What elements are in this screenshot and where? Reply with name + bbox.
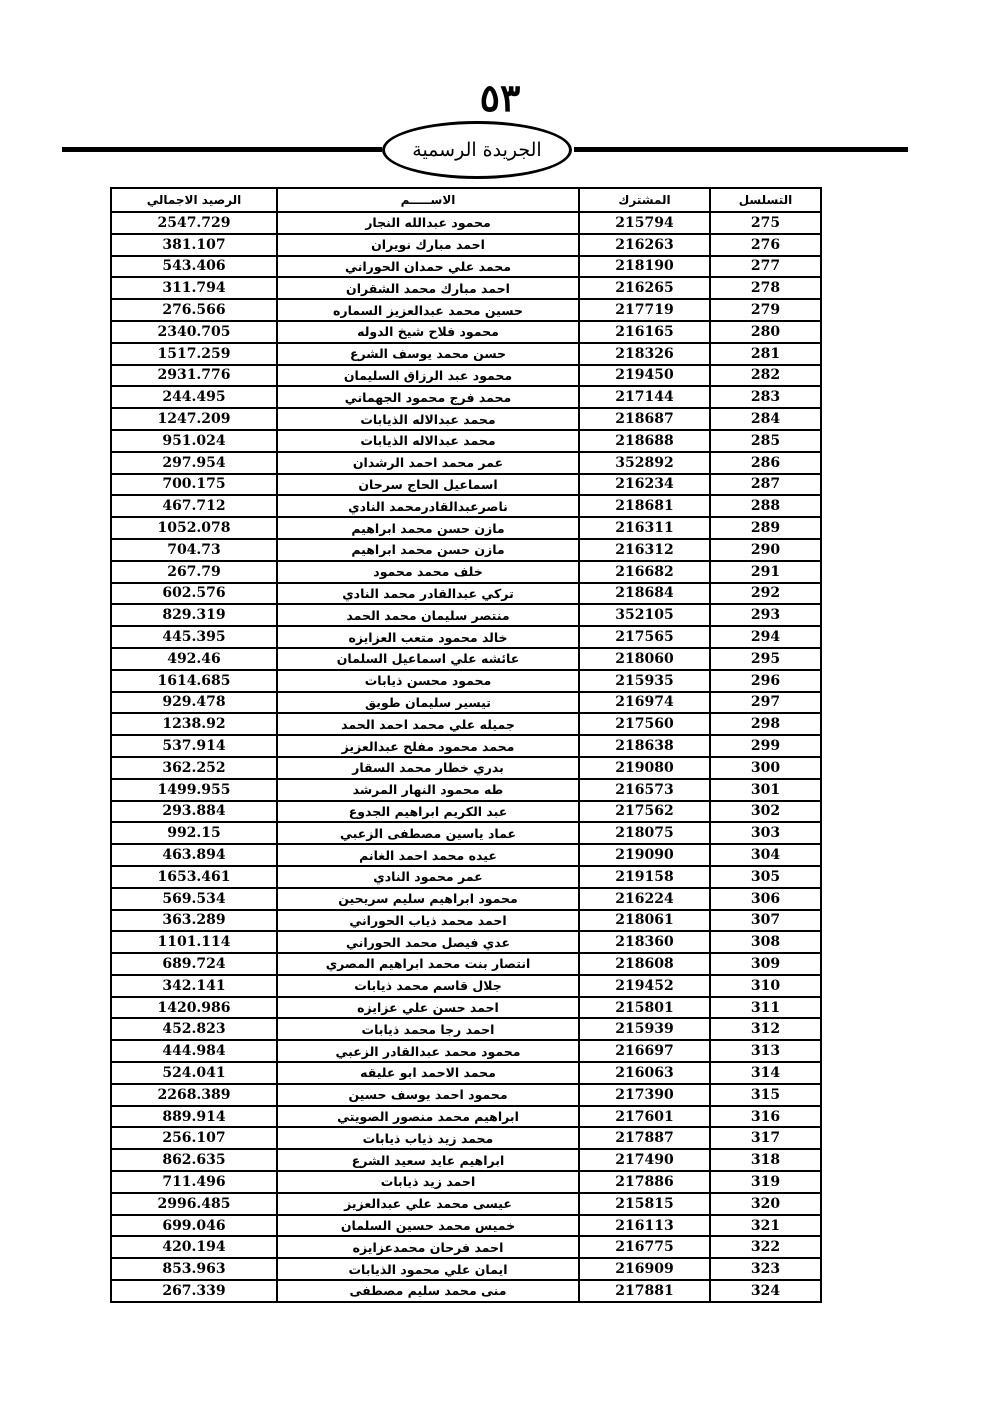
balance-cell: 463.894	[111, 844, 277, 866]
name-cell: خلف محمد محمود	[277, 561, 579, 583]
serial-cell: 320	[710, 1193, 821, 1215]
serial-cell: 283	[710, 386, 821, 408]
table-row	[111, 234, 821, 256]
name-cell: مازن حسن محمد ابراهيم	[277, 539, 579, 561]
serial-cell: 296	[710, 670, 821, 692]
serial-cell: 299	[710, 735, 821, 757]
balance-cell: 543.406	[111, 256, 277, 278]
subscriber-cell: 218608	[579, 953, 710, 975]
balance-cell: 992.15	[111, 822, 277, 844]
balance-cell: 524.041	[111, 1062, 277, 1084]
table-row	[111, 1018, 821, 1040]
subscriber-cell: 217601	[579, 1106, 710, 1128]
subscriber-cell: 216312	[579, 539, 710, 561]
subscriber-cell: 218190	[579, 256, 710, 278]
subscriber-cell: 215794	[579, 212, 710, 234]
serial-cell: 279	[710, 299, 821, 321]
balance-cell: 1614.685	[111, 670, 277, 692]
balance-cell: 704.73	[111, 539, 277, 561]
table-row	[111, 1171, 821, 1193]
gazette-title-oval	[382, 121, 572, 179]
subscriber-cell: 218075	[579, 822, 710, 844]
balance-cell: 1247.209	[111, 408, 277, 430]
table-row	[111, 626, 821, 648]
serial-cell: 285	[710, 430, 821, 452]
serial-cell: 303	[710, 822, 821, 844]
serial-cell: 322	[710, 1236, 821, 1258]
balance-cell: 311.794	[111, 277, 277, 299]
balance-cell: 244.495	[111, 386, 277, 408]
table-row	[111, 713, 821, 735]
balance-cell: 1420.986	[111, 997, 277, 1019]
name-cell: مازن حسن محمد ابراهيم	[277, 517, 579, 539]
name-cell: عمر محمود النادي	[277, 866, 579, 888]
subscriber-cell: 217881	[579, 1280, 710, 1302]
name-cell: جميله علي محمد احمد الحمد	[277, 713, 579, 735]
serial-cell: 289	[710, 517, 821, 539]
name-cell: اسماعيل الحاج سرحان	[277, 474, 579, 496]
name-cell: عدي فيصل محمد الحوراني	[277, 931, 579, 953]
balance-cell: 711.496	[111, 1171, 277, 1193]
subscriber-cell: 217390	[579, 1084, 710, 1106]
name-cell: ناصرعبدالقادرمحمد النادي	[277, 495, 579, 517]
name-cell: احمد فرحان محمدعزايزه	[277, 1236, 579, 1258]
table-row	[111, 1149, 821, 1171]
subscriber-cell: 216573	[579, 779, 710, 801]
table-row	[111, 517, 821, 539]
serial-cell: 315	[710, 1084, 821, 1106]
serial-cell: 301	[710, 779, 821, 801]
serial-cell: 314	[710, 1062, 821, 1084]
gazette-title: الجريدة الرسمية	[412, 139, 542, 161]
table-row	[111, 910, 821, 932]
serial-cell: 275	[710, 212, 821, 234]
serial-cell: 297	[710, 692, 821, 714]
serial-cell: 313	[710, 1040, 821, 1062]
serial-cell: 312	[710, 1018, 821, 1040]
table-row	[111, 1106, 821, 1128]
name-cell: تيسير سليمان طويق	[277, 692, 579, 714]
balance-cell: 297.954	[111, 452, 277, 474]
serial-cell: 304	[710, 844, 821, 866]
serial-cell: 277	[710, 256, 821, 278]
subscriber-cell: 218684	[579, 583, 710, 605]
table-row	[111, 931, 821, 953]
column-header-balance: الرصيد الاجمالي	[111, 188, 277, 212]
table-row	[111, 844, 821, 866]
subscriber-cell: 216265	[579, 277, 710, 299]
table-row	[111, 604, 821, 626]
subscriber-cell: 216165	[579, 321, 710, 343]
serial-cell: 305	[710, 866, 821, 888]
table-row	[111, 299, 821, 321]
column-header-subscriber: المشترك	[579, 188, 710, 212]
balance-cell: 1052.078	[111, 517, 277, 539]
subscriber-cell: 218688	[579, 430, 710, 452]
subscriber-cell: 218638	[579, 735, 710, 757]
serial-cell: 310	[710, 975, 821, 997]
balance-cell: 602.576	[111, 583, 277, 605]
subscriber-cell: 216909	[579, 1258, 710, 1280]
balance-cell: 929.478	[111, 692, 277, 714]
balance-cell: 829.319	[111, 604, 277, 626]
name-cell: منى محمد سليم مصطفى	[277, 1280, 579, 1302]
name-cell: محمود فلاح شيخ الدوله	[277, 321, 579, 343]
name-cell: محمد محمود مفلح عبدالعزيز	[277, 735, 579, 757]
balance-cell: 276.566	[111, 299, 277, 321]
subscriber-cell: 217560	[579, 713, 710, 735]
name-cell: احمد رجا محمد ذيابات	[277, 1018, 579, 1040]
subscriber-cell: 218326	[579, 343, 710, 365]
name-cell: محمود عبد الرزاق السليمان	[277, 365, 579, 387]
table-row	[111, 735, 821, 757]
serial-cell: 286	[710, 452, 821, 474]
balance-cell: 537.914	[111, 735, 277, 757]
subscriber-cell: 216063	[579, 1062, 710, 1084]
subscriber-cell: 217887	[579, 1127, 710, 1149]
serial-cell: 317	[710, 1127, 821, 1149]
table-row	[111, 212, 821, 234]
serial-cell: 294	[710, 626, 821, 648]
subscriber-cell: 216697	[579, 1040, 710, 1062]
table-row	[111, 408, 821, 430]
balance-cell: 700.175	[111, 474, 277, 496]
table-row	[111, 561, 821, 583]
serial-cell: 309	[710, 953, 821, 975]
serial-cell: 278	[710, 277, 821, 299]
balance-cell: 444.984	[111, 1040, 277, 1062]
serial-cell: 293	[710, 604, 821, 626]
name-cell: محمود عبدالله النجار	[277, 212, 579, 234]
subscriber-cell: 217490	[579, 1149, 710, 1171]
name-cell: احمد حسن علي عزايزه	[277, 997, 579, 1019]
serial-cell: 292	[710, 583, 821, 605]
table-header-row	[111, 188, 821, 212]
balance-cell: 1517.259	[111, 343, 277, 365]
name-cell: محمد علي حمدان الحوراني	[277, 256, 579, 278]
table-row	[111, 583, 821, 605]
subscriber-cell: 219080	[579, 757, 710, 779]
balance-cell: 853.963	[111, 1258, 277, 1280]
table-row	[111, 888, 821, 910]
balance-cell: 363.289	[111, 910, 277, 932]
table-row	[111, 1280, 821, 1302]
balance-cell: 2931.776	[111, 365, 277, 387]
table-row	[111, 757, 821, 779]
name-cell: ابراهيم محمد منصور الصويتي	[277, 1106, 579, 1128]
subscriber-cell: 215935	[579, 670, 710, 692]
subscriber-cell: 216311	[579, 517, 710, 539]
name-cell: ابراهيم عايد سعيد الشرع	[277, 1149, 579, 1171]
table-row	[111, 997, 821, 1019]
subscriber-cell: 217144	[579, 386, 710, 408]
serial-cell: 316	[710, 1106, 821, 1128]
column-header-name: الاســـــم	[277, 188, 579, 212]
balance-cell: 1238.92	[111, 713, 277, 735]
name-cell: احمد مبارك محمد الشقران	[277, 277, 579, 299]
table-row	[111, 1193, 821, 1215]
subscriber-cell: 218060	[579, 648, 710, 670]
balance-cell: 420.194	[111, 1236, 277, 1258]
serial-cell: 287	[710, 474, 821, 496]
serial-cell: 319	[710, 1171, 821, 1193]
name-cell: محمد زيد ذياب ذيابات	[277, 1127, 579, 1149]
name-cell: حسين محمد عبدالعزيز السماره	[277, 299, 579, 321]
name-cell: انتصار بنت محمد ابراهيم المصري	[277, 953, 579, 975]
serial-cell: 282	[710, 365, 821, 387]
subscriber-cell: 219090	[579, 844, 710, 866]
name-cell: احمد محمد ذياب الحوراني	[277, 910, 579, 932]
table-row	[111, 321, 821, 343]
name-cell: تركي عبدالقادر محمد النادي	[277, 583, 579, 605]
serial-cell: 302	[710, 801, 821, 823]
balance-cell: 889.914	[111, 1106, 277, 1128]
name-cell: جلال قاسم محمد ذيابات	[277, 975, 579, 997]
table-row	[111, 692, 821, 714]
serial-cell: 300	[710, 757, 821, 779]
balance-cell: 256.107	[111, 1127, 277, 1149]
serial-cell: 291	[710, 561, 821, 583]
table-row	[111, 975, 821, 997]
subscriber-cell: 216682	[579, 561, 710, 583]
serial-cell: 324	[710, 1280, 821, 1302]
subscriber-cell: 216234	[579, 474, 710, 496]
subscriber-cell: 216113	[579, 1215, 710, 1237]
header-rule-left	[62, 147, 382, 152]
balance-cell: 689.724	[111, 953, 277, 975]
name-cell: محمود ابراهيم سليم سريحين	[277, 888, 579, 910]
balance-cell: 569.534	[111, 888, 277, 910]
subscriber-cell: 352892	[579, 452, 710, 474]
table-row	[111, 1062, 821, 1084]
table-row	[111, 779, 821, 801]
name-cell: عمر محمد احمد الرشدان	[277, 452, 579, 474]
table-row	[111, 365, 821, 387]
table-row	[111, 1127, 821, 1149]
subscriber-cell: 215939	[579, 1018, 710, 1040]
name-cell: احمد مبارك نويران	[277, 234, 579, 256]
ledger-table	[110, 187, 822, 1303]
balance-cell: 1101.114	[111, 931, 277, 953]
name-cell: محمد عبدالاله الذيابات	[277, 408, 579, 430]
balance-cell: 381.107	[111, 234, 277, 256]
balance-cell: 1499.955	[111, 779, 277, 801]
table-row	[111, 452, 821, 474]
table-row	[111, 1040, 821, 1062]
serial-cell: 288	[710, 495, 821, 517]
ledger-body	[111, 212, 821, 1302]
serial-cell: 308	[710, 931, 821, 953]
table-row	[111, 1215, 821, 1237]
serial-cell: 276	[710, 234, 821, 256]
balance-cell: 445.395	[111, 626, 277, 648]
name-cell: محمود محمد عبدالقادر الزعبي	[277, 1040, 579, 1062]
name-cell: محمد الاحمد ابو عليقه	[277, 1062, 579, 1084]
subscriber-cell: 216263	[579, 234, 710, 256]
subscriber-cell: 217562	[579, 801, 710, 823]
name-cell: محمد عبدالاله الذيابات	[277, 430, 579, 452]
subscriber-cell: 215815	[579, 1193, 710, 1215]
serial-cell: 280	[710, 321, 821, 343]
name-cell: بدري خطار محمد السقار	[277, 757, 579, 779]
balance-cell: 267.339	[111, 1280, 277, 1302]
subscriber-cell: 215801	[579, 997, 710, 1019]
subscriber-cell: 218061	[579, 910, 710, 932]
subscriber-cell: 216224	[579, 888, 710, 910]
balance-cell: 2996.485	[111, 1193, 277, 1215]
balance-cell: 2340.705	[111, 321, 277, 343]
page-number: ٥٣	[479, 75, 521, 120]
name-cell: طه محمود النهار المرشد	[277, 779, 579, 801]
subscriber-cell: 219158	[579, 866, 710, 888]
balance-cell: 467.712	[111, 495, 277, 517]
subscriber-cell: 217886	[579, 1171, 710, 1193]
balance-cell: 1653.461	[111, 866, 277, 888]
table-row	[111, 1258, 821, 1280]
name-cell: منتصر سليمان محمد الحمد	[277, 604, 579, 626]
serial-cell: 290	[710, 539, 821, 561]
balance-cell: 2268.389	[111, 1084, 277, 1106]
balance-cell: 362.252	[111, 757, 277, 779]
table-row	[111, 386, 821, 408]
serial-cell: 318	[710, 1149, 821, 1171]
name-cell: عيسى محمد علي عبدالعزيز	[277, 1193, 579, 1215]
table-row	[111, 256, 821, 278]
balance-cell: 951.024	[111, 430, 277, 452]
balance-cell: 267.79	[111, 561, 277, 583]
table-row	[111, 670, 821, 692]
balance-cell: 452.823	[111, 1018, 277, 1040]
serial-cell: 284	[710, 408, 821, 430]
name-cell: محمود محسن ذيابات	[277, 670, 579, 692]
balance-cell: 2547.729	[111, 212, 277, 234]
table-row	[111, 495, 821, 517]
table-row	[111, 648, 821, 670]
serial-cell: 281	[710, 343, 821, 365]
serial-cell: 321	[710, 1215, 821, 1237]
subscriber-cell: 218360	[579, 931, 710, 953]
serial-cell: 295	[710, 648, 821, 670]
table-row	[111, 430, 821, 452]
ledger-table-container	[110, 187, 820, 1303]
column-header-serial: التسلسل	[710, 188, 821, 212]
name-cell: خميس محمد حسين السلمان	[277, 1215, 579, 1237]
name-cell: عماد ياسين مصطفى الزعبي	[277, 822, 579, 844]
serial-cell: 323	[710, 1258, 821, 1280]
table-row	[111, 866, 821, 888]
name-cell: عبد الكريم ابراهيم الجدوع	[277, 801, 579, 823]
table-row	[111, 1084, 821, 1106]
balance-cell: 492.46	[111, 648, 277, 670]
table-row	[111, 539, 821, 561]
subscriber-cell: 218687	[579, 408, 710, 430]
name-cell: احمد زيد ذيابات	[277, 1171, 579, 1193]
name-cell: خالد محمود متعب العزايزه	[277, 626, 579, 648]
table-row	[111, 474, 821, 496]
serial-cell: 298	[710, 713, 821, 735]
subscriber-cell: 217565	[579, 626, 710, 648]
balance-cell: 699.046	[111, 1215, 277, 1237]
balance-cell: 862.635	[111, 1149, 277, 1171]
table-row	[111, 822, 821, 844]
name-cell: عائشه علي اسماعيل السلمان	[277, 648, 579, 670]
subscriber-cell: 216775	[579, 1236, 710, 1258]
table-row	[111, 343, 821, 365]
name-cell: حسن محمد يوسف الشرع	[277, 343, 579, 365]
header-rule-right	[574, 147, 908, 152]
subscriber-cell: 217719	[579, 299, 710, 321]
name-cell: عيده محمد احمد الغانم	[277, 844, 579, 866]
serial-cell: 311	[710, 997, 821, 1019]
name-cell: ايمان علي محمود الذيابات	[277, 1258, 579, 1280]
name-cell: محمود احمد يوسف حسين	[277, 1084, 579, 1106]
serial-cell: 307	[710, 910, 821, 932]
balance-cell: 293.884	[111, 801, 277, 823]
balance-cell: 342.141	[111, 975, 277, 997]
table-row	[111, 953, 821, 975]
table-row	[111, 277, 821, 299]
subscriber-cell: 216974	[579, 692, 710, 714]
table-row	[111, 1236, 821, 1258]
table-row	[111, 801, 821, 823]
subscriber-cell: 352105	[579, 604, 710, 626]
name-cell: محمد فرج محمود الجهماني	[277, 386, 579, 408]
serial-cell: 306	[710, 888, 821, 910]
subscriber-cell: 218681	[579, 495, 710, 517]
subscriber-cell: 219452	[579, 975, 710, 997]
subscriber-cell: 219450	[579, 365, 710, 387]
